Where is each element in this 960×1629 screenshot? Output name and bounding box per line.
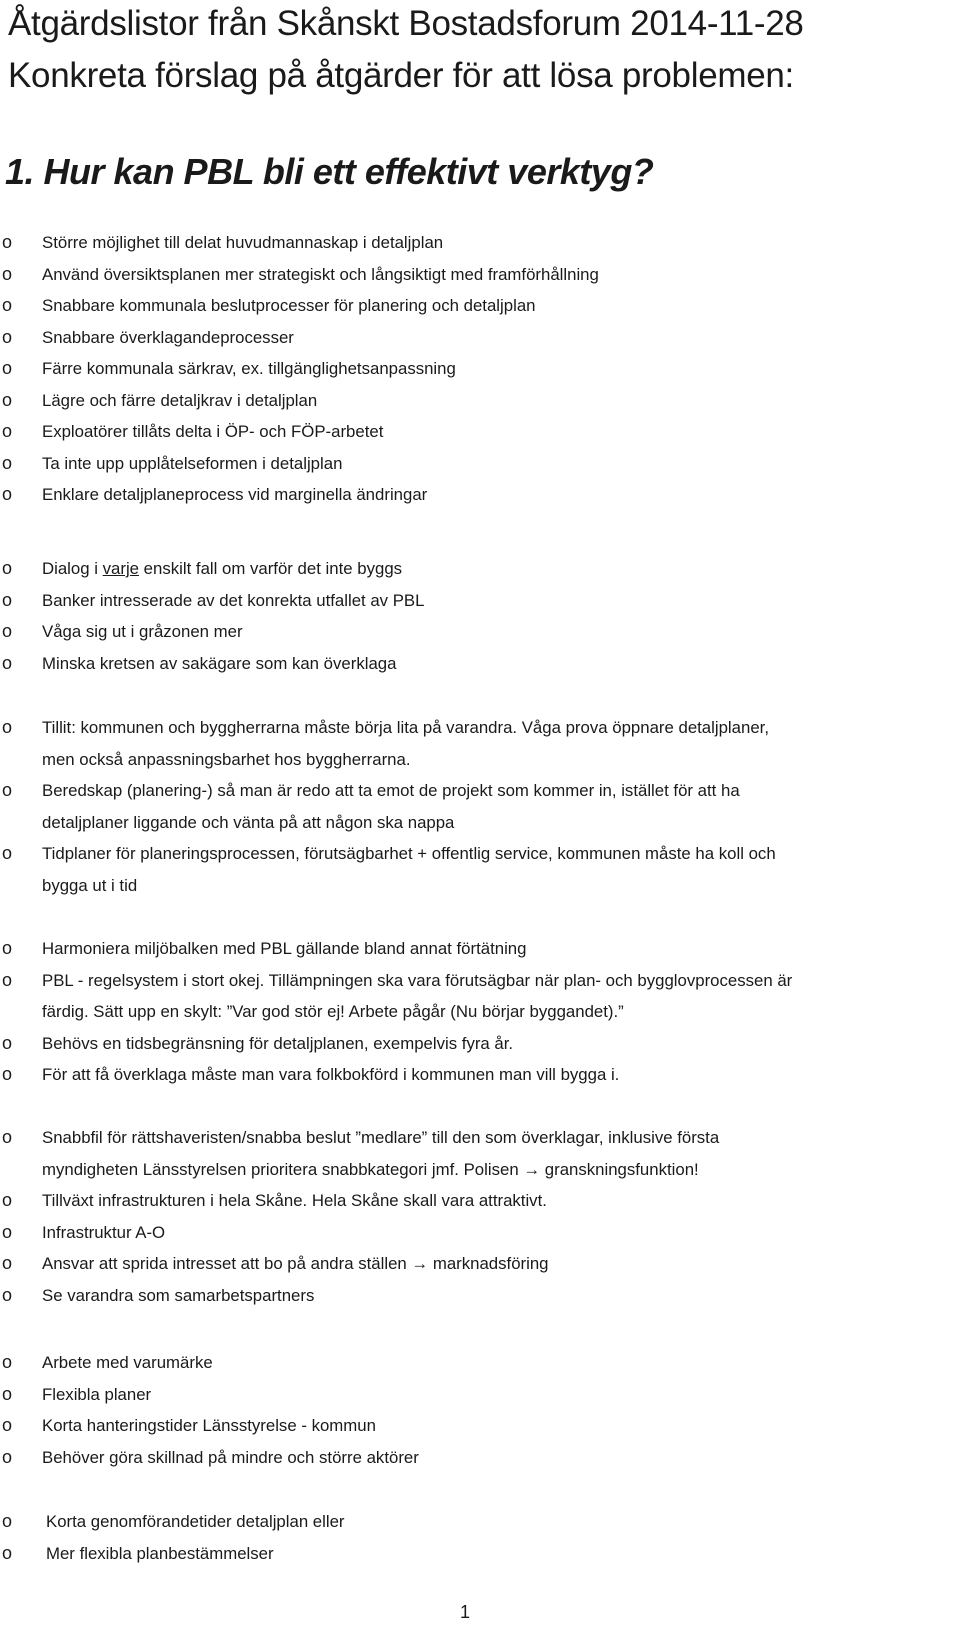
list-item-text	[42, 838, 960, 901]
bullet-icon: o	[2, 1284, 13, 1305]
list-item	[0, 1122, 960, 1185]
list-item	[0, 448, 960, 480]
bullet-icon: o	[2, 1511, 13, 1531]
bullet-list-5	[0, 1122, 960, 1311]
bullet-icon: o	[2, 589, 13, 610]
list-item-text: Använd översiktsplanen mer strategiskt och långsiktigt med framförhållning	[42, 264, 599, 284]
text-run: enskilt fall om varför det inte byggs	[139, 559, 403, 578]
list-item-text: Våga sig ut i gråzonen mer	[42, 622, 243, 641]
list-item	[0, 1347, 960, 1379]
arrow-right-icon: →	[411, 1254, 429, 1273]
text-run: granskningsfunktion!	[540, 1159, 699, 1179]
underlined-word: varje	[102, 559, 140, 578]
bullet-icon: o	[2, 452, 13, 473]
bullet-icon: o	[2, 263, 13, 284]
list-item-text: Lägre och färre detaljkrav i detaljplan	[42, 390, 318, 410]
list-item	[0, 259, 960, 291]
list-item-text: Färre kommunala särkrav, ex. tillgänglighetsanpassning	[42, 359, 456, 378]
bullet-icon: o	[2, 295, 13, 315]
page-number: 1	[459, 1602, 470, 1622]
bullet-icon: o	[2, 1032, 13, 1053]
list-item-text	[42, 1122, 960, 1185]
bullet-icon: o	[2, 232, 13, 252]
bullet-list-3	[0, 712, 960, 901]
list-item	[0, 290, 960, 322]
text-line: färdig. Sätt upp en skylt: ”Var god stör ej! Arbete pågår (Nu börjar byggandet).”	[42, 1002, 624, 1021]
list-item	[0, 616, 960, 648]
list-item	[0, 479, 960, 511]
bullet-icon: o	[2, 938, 13, 958]
text-line: men också anpassningsbarhet hos byggherrarna.	[42, 749, 411, 769]
bullet-icon: o	[2, 1415, 13, 1435]
bullet-icon: o	[2, 1446, 13, 1467]
list-item-text: För att få överklaga måste man vara folkbokförd i kommunen man vill bygga i.	[42, 1065, 620, 1084]
list-item	[0, 553, 960, 585]
bullet-list-4	[0, 933, 960, 1091]
bullet-icon: o	[2, 969, 13, 990]
bullet-icon: o	[2, 1383, 13, 1404]
list-item	[0, 1442, 960, 1474]
list-item-text: Mer flexibla planbestämmelser	[46, 1543, 274, 1563]
list-item-text: Ta inte upp upplåtelseformen i detaljplan	[42, 453, 343, 473]
text-run: marknadsföring	[428, 1254, 549, 1273]
bullet-icon: o	[2, 717, 13, 737]
list-item-text: Arbete med varumärke	[42, 1353, 213, 1372]
bullet-icon: o	[2, 843, 13, 863]
list-item-text: Harmoniera miljöbalken med PBL gällande bland annat förtätning	[42, 939, 527, 958]
list-item-text: Infrastruktur A-O	[42, 1222, 166, 1242]
list-item	[0, 353, 960, 385]
list-item	[0, 1248, 960, 1280]
list-item-text: Flexibla planer	[42, 1384, 152, 1404]
bullet-icon: o	[2, 621, 13, 641]
list-item	[0, 1410, 960, 1442]
bullet-icon: o	[2, 484, 13, 504]
list-item-text: Större möjlighet till delat huvudmannaskap i detaljplan	[42, 233, 444, 252]
list-item	[0, 416, 960, 448]
list-item	[0, 385, 960, 417]
list-item	[0, 322, 960, 354]
arrow-right-icon: →	[523, 1159, 541, 1179]
bullet-icon: o	[2, 1190, 13, 1210]
list-item-text: Se varandra som samarbetspartners	[42, 1285, 315, 1305]
bullet-icon: o	[2, 1253, 13, 1273]
text-line	[42, 1154, 960, 1186]
list-item-text	[42, 1248, 960, 1280]
list-item	[0, 1028, 960, 1060]
list-item	[0, 712, 960, 775]
bullet-icon: o	[2, 1127, 13, 1147]
bullet-icon: o	[2, 1542, 13, 1563]
list-item	[0, 1217, 960, 1249]
text-run: myndigheten Länsstyrelsen prioritera snabbkategori jmf. Polisen	[42, 1159, 524, 1179]
text-line: Tillit: kommunen och byggherrarna måste börja lita på varandra. Våga prova öppnare detaljplaner,	[42, 718, 769, 737]
bullet-list-7	[0, 1506, 960, 1569]
bullet-icon: o	[2, 652, 13, 673]
list-item	[0, 1185, 960, 1217]
list-item-text: Minska kretsen av sakägare som kan överklaga	[42, 653, 397, 673]
list-item-text	[42, 965, 960, 1028]
text-line: bygga ut i tid	[42, 875, 138, 895]
text-run: Ansvar att sprida intresset att bo på andra ställen	[42, 1254, 412, 1273]
bullet-icon: o	[2, 1221, 13, 1242]
list-item-text	[42, 553, 960, 585]
bullet-list-6	[0, 1347, 960, 1473]
list-item	[0, 585, 960, 617]
list-item	[0, 648, 960, 680]
list-item-text: Snabbare överklagandeprocesser	[42, 327, 294, 347]
bullet-list-1	[0, 227, 960, 511]
text-line: PBL - regelsystem i stort okej. Tillämpningen ska vara förutsägbar när plan- och bygglovprocessen är	[42, 970, 793, 990]
list-item-text: Korta genomförandetider detaljplan eller	[46, 1512, 345, 1531]
text-line: Beredskap (planering-) så man är redo att ta emot de projekt som kommer in, istället för att ha	[42, 781, 740, 800]
bullet-icon: o	[2, 421, 13, 441]
list-item-text: Behöver göra skillnad på mindre och större aktörer	[42, 1447, 419, 1467]
text-run: Dialog i	[42, 559, 103, 578]
bullet-icon: o	[2, 358, 13, 378]
list-item	[0, 1538, 960, 1570]
list-item	[0, 1506, 960, 1538]
text-line: detaljplaner liggande och vänta på att någon ska nappa	[42, 812, 455, 832]
list-item-text: Snabbare kommunala beslutprocesser för planering och detaljplan	[42, 296, 536, 315]
list-item-text: Exploatörer tillåts delta i ÖP- och FÖP-arbetet	[42, 422, 384, 441]
list-item-text	[42, 775, 960, 838]
list-item-text: Korta hanteringstider Länsstyrelse - kommun	[42, 1416, 376, 1435]
bullet-icon: o	[2, 1064, 13, 1084]
list-item	[0, 965, 960, 1028]
list-item	[0, 227, 960, 259]
list-item-text: Banker intresserade av det konrekta utfallet av PBL	[42, 590, 425, 610]
section-heading: 1. Hur kan PBL bli ett effektivt verktyg?	[5, 151, 654, 192]
bullet-icon: o	[2, 389, 13, 410]
bullet-icon: o	[2, 326, 13, 347]
bullet-icon: o	[2, 780, 13, 800]
list-item	[0, 1379, 960, 1411]
list-item-text: Behövs en tidsbegränsning för detaljplanen, exempelvis fyra år.	[42, 1033, 514, 1053]
list-item	[0, 775, 960, 838]
list-item	[0, 1059, 960, 1091]
document-title: Åtgärdslistor från Skånskt Bostadsforum 2014-11-28	[8, 4, 804, 43]
list-item-text: Tillväxt infrastrukturen i hela Skåne. Hela Skåne skall vara attraktivt.	[42, 1191, 547, 1210]
list-item	[0, 1280, 960, 1312]
text-line: Snabbfil för rättshaveristen/snabba beslut ”medlare” till den som överklagar, inklusive första	[42, 1128, 720, 1147]
text-line: Tidplaner för planeringsprocessen, förutsägbarhet + offentlig service, kommunen måste ha koll och	[42, 844, 776, 863]
list-item	[0, 838, 960, 901]
list-item-text	[42, 712, 960, 775]
bullet-list-2	[0, 553, 960, 679]
list-item	[0, 933, 960, 965]
document-subtitle: Konkreta förslag på åtgärder för att lösa problemen:	[8, 56, 794, 95]
list-item-text: Enklare detaljplaneprocess vid marginella ändringar	[42, 485, 428, 504]
bullet-icon: o	[2, 1352, 13, 1372]
bullet-icon: o	[2, 558, 13, 578]
